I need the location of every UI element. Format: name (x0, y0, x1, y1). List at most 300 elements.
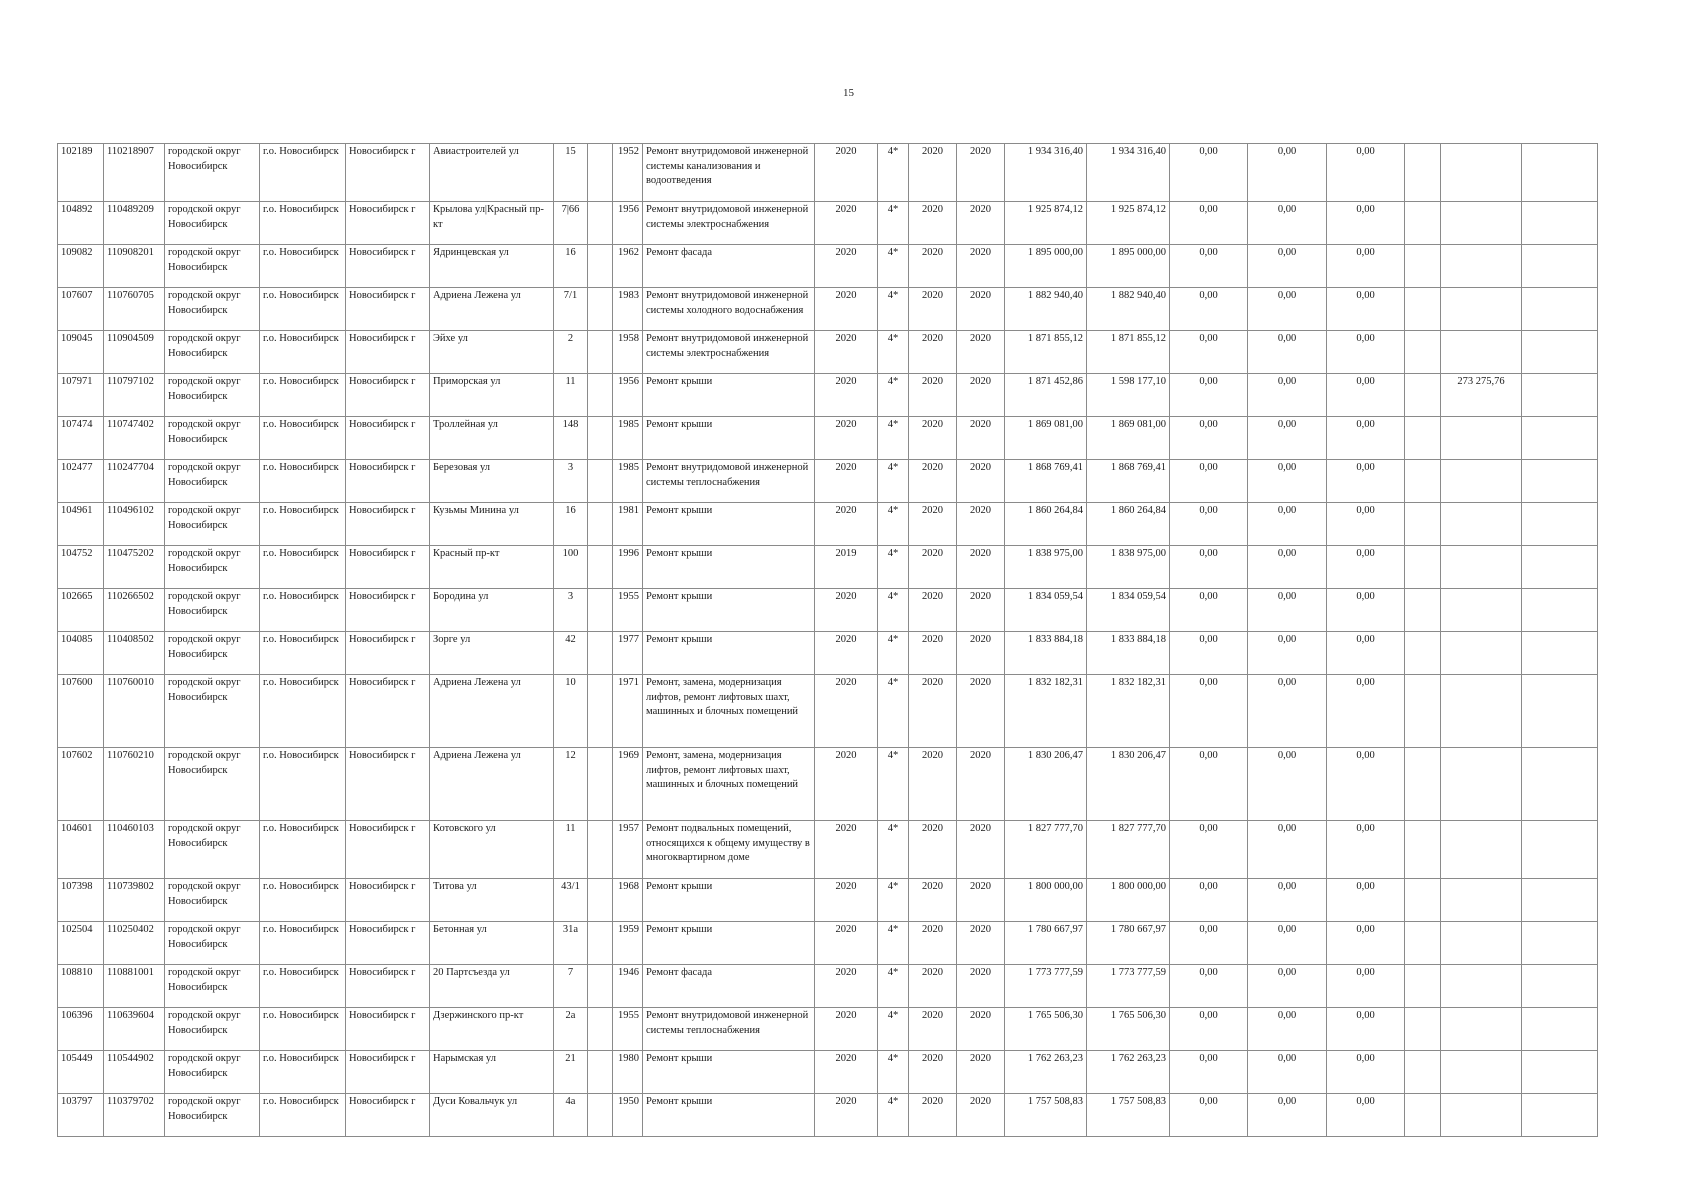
cell-total-cost: 1 762 263,23 (1005, 1051, 1087, 1094)
cell-regional-funds: 0,00 (1248, 245, 1327, 288)
cell-regional-funds: 0,00 (1248, 1008, 1327, 1051)
cell-year: 1980 (613, 1051, 643, 1094)
cell-start-year: 2020 (909, 632, 957, 675)
cell-id: 107607 (58, 288, 104, 331)
cell-city: Новосибирск г (346, 374, 430, 417)
cell-year: 1956 (613, 374, 643, 417)
cell-okrug: городской округ Новосибирск (165, 589, 260, 632)
cell-work: Ремонт крыши (643, 546, 815, 589)
cell-extra (588, 922, 613, 965)
cell-go: г.о. Новосибирск (260, 245, 346, 288)
cell-city: Новосибирск г (346, 879, 430, 922)
cell-regional-funds: 0,00 (1248, 821, 1327, 879)
cell-id: 103797 (58, 1094, 104, 1137)
cell-year: 1957 (613, 821, 643, 879)
cell-start-year: 2020 (909, 1051, 957, 1094)
cell-fund-cost: 1 838 975,00 (1087, 546, 1170, 589)
cell-extra (588, 374, 613, 417)
cell-extra (588, 1094, 613, 1137)
cell-owner-funds (1441, 1051, 1522, 1094)
cell-code: 110379702 (104, 1094, 165, 1137)
cell-total-cost: 1 925 874,12 (1005, 202, 1087, 245)
cell-city: Новосибирск г (346, 748, 430, 821)
cell-code: 110760210 (104, 748, 165, 821)
cell-id: 107602 (58, 748, 104, 821)
cell-street: Крылова ул|Красный пр-кт (430, 202, 554, 245)
cell-okrug: городской округ Новосибирск (165, 821, 260, 879)
cell-federal-funds: 0,00 (1170, 202, 1248, 245)
cell-code: 110881001 (104, 965, 165, 1008)
cell-year: 1985 (613, 417, 643, 460)
cell-year: 1981 (613, 503, 643, 546)
cell-year: 1985 (613, 460, 643, 503)
cell-fund-cost: 1 827 777,70 (1087, 821, 1170, 879)
cell-end-year: 2020 (957, 821, 1005, 879)
cell-code: 110408502 (104, 632, 165, 675)
cell-federal-funds: 0,00 (1170, 331, 1248, 374)
cell-category: 4* (878, 965, 909, 1008)
cell-category: 4* (878, 202, 909, 245)
cell-city: Новосибирск г (346, 503, 430, 546)
cell-city: Новосибирск г (346, 589, 430, 632)
cell-work: Ремонт крыши (643, 1051, 815, 1094)
cell-extra-3 (1522, 922, 1598, 965)
cell-category: 4* (878, 879, 909, 922)
cell-category: 4* (878, 821, 909, 879)
cell-extra-3 (1522, 632, 1598, 675)
table-row (58, 546, 1598, 589)
cell-fund-cost: 1 834 059,54 (1087, 589, 1170, 632)
cell-start-year: 2020 (909, 288, 957, 331)
cell-work: Ремонт внутридомовой инженерной системы теплоснабжения (643, 1008, 815, 1051)
cell-work: Ремонт крыши (643, 879, 815, 922)
cell-work: Ремонт внутридомовой инженерной системы электроснабжения (643, 331, 815, 374)
cell-year: 1962 (613, 245, 643, 288)
cell-id: 104892 (58, 202, 104, 245)
cell-category: 4* (878, 922, 909, 965)
cell-street: Эйхе ул (430, 331, 554, 374)
cell-fund-cost: 1 868 769,41 (1087, 460, 1170, 503)
cell-house: 12 (554, 748, 588, 821)
cell-extra (588, 245, 613, 288)
cell-regional-funds: 0,00 (1248, 288, 1327, 331)
cell-go: г.о. Новосибирск (260, 417, 346, 460)
cell-planned-year: 2020 (815, 748, 878, 821)
cell-okrug: городской округ Новосибирск (165, 1094, 260, 1137)
cell-extra (588, 546, 613, 589)
cell-fund-cost: 1 757 508,83 (1087, 1094, 1170, 1137)
cell-id: 107971 (58, 374, 104, 417)
cell-go: г.о. Новосибирск (260, 503, 346, 546)
cell-regional-funds: 0,00 (1248, 144, 1327, 202)
cell-fund-cost: 1 882 940,40 (1087, 288, 1170, 331)
table-row (58, 331, 1598, 374)
cell-street: Бородина ул (430, 589, 554, 632)
table-body (58, 144, 1598, 1137)
cell-okrug: городской округ Новосибирск (165, 460, 260, 503)
cell-okrug: городской округ Новосибирск (165, 374, 260, 417)
cell-code: 110475202 (104, 546, 165, 589)
cell-planned-year: 2020 (815, 965, 878, 1008)
cell-owner-funds (1441, 748, 1522, 821)
cell-year: 1958 (613, 331, 643, 374)
cell-fund-cost: 1 765 506,30 (1087, 1008, 1170, 1051)
cell-planned-year: 2020 (815, 144, 878, 202)
cell-planned-year: 2020 (815, 879, 878, 922)
cell-start-year: 2020 (909, 546, 957, 589)
cell-planned-year: 2020 (815, 675, 878, 748)
cell-city: Новосибирск г (346, 245, 430, 288)
cell-year: 1946 (613, 965, 643, 1008)
cell-extra-3 (1522, 417, 1598, 460)
cell-federal-funds: 0,00 (1170, 1008, 1248, 1051)
cell-extra-3 (1522, 202, 1598, 245)
cell-year: 1996 (613, 546, 643, 589)
table-row (58, 965, 1598, 1008)
cell-fund-cost: 1 773 777,59 (1087, 965, 1170, 1008)
cell-local-funds: 0,00 (1327, 374, 1405, 417)
cell-fund-cost: 1 869 081,00 (1087, 417, 1170, 460)
cell-go: г.о. Новосибирск (260, 1008, 346, 1051)
cell-house: 21 (554, 1051, 588, 1094)
cell-id: 104085 (58, 632, 104, 675)
cell-local-funds: 0,00 (1327, 1051, 1405, 1094)
cell-start-year: 2020 (909, 144, 957, 202)
cell-go: г.о. Новосибирск (260, 202, 346, 245)
cell-end-year: 2020 (957, 144, 1005, 202)
table-row (58, 821, 1598, 879)
cell-extra (588, 331, 613, 374)
cell-house: 16 (554, 503, 588, 546)
cell-extra-3 (1522, 546, 1598, 589)
cell-federal-funds: 0,00 (1170, 965, 1248, 1008)
cell-house: 42 (554, 632, 588, 675)
cell-go: г.о. Новосибирск (260, 1051, 346, 1094)
cell-street: Красный пр-кт (430, 546, 554, 589)
cell-extra-1 (1405, 748, 1441, 821)
cell-total-cost: 1 757 508,83 (1005, 1094, 1087, 1137)
table-row (58, 632, 1598, 675)
cell-okrug: городской округ Новосибирск (165, 503, 260, 546)
cell-start-year: 2020 (909, 1094, 957, 1137)
cell-planned-year: 2020 (815, 1051, 878, 1094)
cell-work: Ремонт подвальных помещений, относящихся к общему имуществу в многоквартирном доме (643, 821, 815, 879)
cell-year: 1971 (613, 675, 643, 748)
cell-local-funds: 0,00 (1327, 245, 1405, 288)
cell-end-year: 2020 (957, 589, 1005, 632)
cell-fund-cost: 1 895 000,00 (1087, 245, 1170, 288)
cell-category: 4* (878, 1008, 909, 1051)
cell-planned-year: 2020 (815, 503, 878, 546)
cell-end-year: 2020 (957, 460, 1005, 503)
cell-start-year: 2020 (909, 821, 957, 879)
cell-end-year: 2020 (957, 245, 1005, 288)
cell-extra-1 (1405, 1051, 1441, 1094)
cell-okrug: городской округ Новосибирск (165, 965, 260, 1008)
cell-okrug: городской округ Новосибирск (165, 331, 260, 374)
cell-owner-funds (1441, 965, 1522, 1008)
cell-id: 105449 (58, 1051, 104, 1094)
cell-owner-funds (1441, 245, 1522, 288)
cell-extra (588, 460, 613, 503)
cell-city: Новосибирск г (346, 1051, 430, 1094)
cell-planned-year: 2020 (815, 632, 878, 675)
cell-city: Новосибирск г (346, 144, 430, 202)
cell-local-funds: 0,00 (1327, 821, 1405, 879)
cell-city: Новосибирск г (346, 675, 430, 748)
cell-code: 110747402 (104, 417, 165, 460)
cell-city: Новосибирск г (346, 202, 430, 245)
cell-work: Ремонт внутридомовой инженерной системы канализования и водоотведения (643, 144, 815, 202)
cell-total-cost: 1 895 000,00 (1005, 245, 1087, 288)
cell-federal-funds: 0,00 (1170, 417, 1248, 460)
cell-planned-year: 2020 (815, 1008, 878, 1051)
cell-extra-3 (1522, 821, 1598, 879)
cell-end-year: 2020 (957, 202, 1005, 245)
cell-street: Адриена Лежена ул (430, 288, 554, 331)
cell-work: Ремонт, замена, модернизация лифтов, ремонт лифтовых шахт, машинных и блочных помещений (643, 675, 815, 748)
cell-planned-year: 2019 (815, 546, 878, 589)
cell-owner-funds (1441, 1094, 1522, 1137)
cell-street: Нарымская ул (430, 1051, 554, 1094)
cell-total-cost: 1 860 264,84 (1005, 503, 1087, 546)
cell-fund-cost: 1 925 874,12 (1087, 202, 1170, 245)
cell-federal-funds: 0,00 (1170, 144, 1248, 202)
cell-house: 2а (554, 1008, 588, 1051)
cell-code: 110460103 (104, 821, 165, 879)
cell-street: Котовского ул (430, 821, 554, 879)
cell-total-cost: 1 773 777,59 (1005, 965, 1087, 1008)
cell-year: 1969 (613, 748, 643, 821)
cell-total-cost: 1 800 000,00 (1005, 879, 1087, 922)
cell-end-year: 2020 (957, 374, 1005, 417)
cell-total-cost: 1 830 206,47 (1005, 748, 1087, 821)
cell-owner-funds: 273 275,76 (1441, 374, 1522, 417)
cell-regional-funds: 0,00 (1248, 675, 1327, 748)
cell-regional-funds: 0,00 (1248, 1094, 1327, 1137)
cell-go: г.о. Новосибирск (260, 589, 346, 632)
cell-extra (588, 821, 613, 879)
cell-planned-year: 2020 (815, 589, 878, 632)
cell-street: Адриена Лежена ул (430, 748, 554, 821)
cell-extra-3 (1522, 503, 1598, 546)
cell-total-cost: 1 833 884,18 (1005, 632, 1087, 675)
cell-extra (588, 748, 613, 821)
cell-id: 107600 (58, 675, 104, 748)
cell-extra-3 (1522, 460, 1598, 503)
cell-start-year: 2020 (909, 1008, 957, 1051)
cell-year: 1955 (613, 1008, 643, 1051)
cell-year: 1959 (613, 922, 643, 965)
cell-total-cost: 1 868 769,41 (1005, 460, 1087, 503)
cell-code: 110266502 (104, 589, 165, 632)
cell-planned-year: 2020 (815, 922, 878, 965)
cell-federal-funds: 0,00 (1170, 546, 1248, 589)
cell-total-cost: 1 780 667,97 (1005, 922, 1087, 965)
table-row (58, 879, 1598, 922)
cell-work: Ремонт внутридомовой инженерной системы холодного водоснабжения (643, 288, 815, 331)
cell-extra-1 (1405, 879, 1441, 922)
cell-city: Новосибирск г (346, 821, 430, 879)
cell-fund-cost: 1 598 177,10 (1087, 374, 1170, 417)
cell-city: Новосибирск г (346, 1008, 430, 1051)
cell-okrug: городской округ Новосибирск (165, 288, 260, 331)
cell-owner-funds (1441, 460, 1522, 503)
cell-end-year: 2020 (957, 1094, 1005, 1137)
cell-total-cost: 1 871 452,86 (1005, 374, 1087, 417)
cell-house: 7/1 (554, 288, 588, 331)
cell-federal-funds: 0,00 (1170, 1051, 1248, 1094)
cell-work: Ремонт крыши (643, 374, 815, 417)
cell-go: г.о. Новосибирск (260, 922, 346, 965)
cell-regional-funds: 0,00 (1248, 879, 1327, 922)
cell-house: 2 (554, 331, 588, 374)
cell-local-funds: 0,00 (1327, 589, 1405, 632)
table-row (58, 202, 1598, 245)
cell-planned-year: 2020 (815, 202, 878, 245)
cell-extra-3 (1522, 245, 1598, 288)
cell-code: 110760010 (104, 675, 165, 748)
cell-city: Новосибирск г (346, 922, 430, 965)
cell-okrug: городской округ Новосибирск (165, 202, 260, 245)
cell-id: 109045 (58, 331, 104, 374)
cell-local-funds: 0,00 (1327, 144, 1405, 202)
cell-street: Ядринцевская ул (430, 245, 554, 288)
cell-owner-funds (1441, 1008, 1522, 1051)
cell-code: 110544902 (104, 1051, 165, 1094)
cell-extra-3 (1522, 748, 1598, 821)
cell-category: 4* (878, 331, 909, 374)
cell-end-year: 2020 (957, 632, 1005, 675)
cell-regional-funds: 0,00 (1248, 417, 1327, 460)
cell-street: Зорге ул (430, 632, 554, 675)
cell-street: Титова ул (430, 879, 554, 922)
cell-federal-funds: 0,00 (1170, 632, 1248, 675)
cell-end-year: 2020 (957, 331, 1005, 374)
table-row (58, 1008, 1598, 1051)
cell-planned-year: 2020 (815, 460, 878, 503)
cell-owner-funds (1441, 675, 1522, 748)
cell-extra-3 (1522, 1051, 1598, 1094)
cell-house: 7|66 (554, 202, 588, 245)
cell-id: 107398 (58, 879, 104, 922)
cell-category: 4* (878, 1051, 909, 1094)
cell-regional-funds: 0,00 (1248, 748, 1327, 821)
cell-regional-funds: 0,00 (1248, 922, 1327, 965)
cell-federal-funds: 0,00 (1170, 245, 1248, 288)
cell-end-year: 2020 (957, 288, 1005, 331)
table-row (58, 1094, 1598, 1137)
cell-city: Новосибирск г (346, 417, 430, 460)
table-row (58, 417, 1598, 460)
cell-extra-1 (1405, 144, 1441, 202)
cell-year: 1968 (613, 879, 643, 922)
cell-end-year: 2020 (957, 675, 1005, 748)
cell-federal-funds: 0,00 (1170, 821, 1248, 879)
cell-extra-1 (1405, 503, 1441, 546)
cell-category: 4* (878, 748, 909, 821)
cell-total-cost: 1 827 777,70 (1005, 821, 1087, 879)
cell-house: 100 (554, 546, 588, 589)
cell-okrug: городской округ Новосибирск (165, 1008, 260, 1051)
cell-extra-1 (1405, 965, 1441, 1008)
cell-local-funds: 0,00 (1327, 748, 1405, 821)
cell-city: Новосибирск г (346, 965, 430, 1008)
cell-owner-funds (1441, 202, 1522, 245)
cell-federal-funds: 0,00 (1170, 748, 1248, 821)
cell-federal-funds: 0,00 (1170, 1094, 1248, 1137)
cell-local-funds: 0,00 (1327, 1008, 1405, 1051)
cell-code: 110797102 (104, 374, 165, 417)
cell-category: 4* (878, 1094, 909, 1137)
table-row (58, 460, 1598, 503)
cell-house: 10 (554, 675, 588, 748)
cell-id: 104961 (58, 503, 104, 546)
cell-federal-funds: 0,00 (1170, 589, 1248, 632)
cell-start-year: 2020 (909, 245, 957, 288)
cell-category: 4* (878, 288, 909, 331)
cell-local-funds: 0,00 (1327, 879, 1405, 922)
cell-id: 107474 (58, 417, 104, 460)
cell-category: 4* (878, 144, 909, 202)
cell-regional-funds: 0,00 (1248, 589, 1327, 632)
cell-extra-1 (1405, 245, 1441, 288)
cell-end-year: 2020 (957, 879, 1005, 922)
cell-extra-3 (1522, 374, 1598, 417)
cell-extra-3 (1522, 288, 1598, 331)
cell-work: Ремонт крыши (643, 1094, 815, 1137)
cell-local-funds: 0,00 (1327, 922, 1405, 965)
cell-extra-1 (1405, 589, 1441, 632)
cell-go: г.о. Новосибирск (260, 879, 346, 922)
cell-house: 11 (554, 374, 588, 417)
table-row (58, 589, 1598, 632)
table-row (58, 288, 1598, 331)
cell-work: Ремонт фасада (643, 245, 815, 288)
cell-work: Ремонт крыши (643, 417, 815, 460)
cell-regional-funds: 0,00 (1248, 202, 1327, 245)
cell-okrug: городской округ Новосибирск (165, 245, 260, 288)
cell-extra-1 (1405, 1008, 1441, 1051)
cell-local-funds: 0,00 (1327, 965, 1405, 1008)
cell-owner-funds (1441, 417, 1522, 460)
cell-category: 4* (878, 374, 909, 417)
cell-total-cost: 1 765 506,30 (1005, 1008, 1087, 1051)
cell-extra-1 (1405, 460, 1441, 503)
cell-owner-funds (1441, 821, 1522, 879)
cell-end-year: 2020 (957, 1051, 1005, 1094)
cell-code: 110218907 (104, 144, 165, 202)
cell-federal-funds: 0,00 (1170, 879, 1248, 922)
cell-local-funds: 0,00 (1327, 503, 1405, 546)
cell-extra (588, 675, 613, 748)
cell-total-cost: 1 871 855,12 (1005, 331, 1087, 374)
cell-owner-funds (1441, 589, 1522, 632)
cell-fund-cost: 1 832 182,31 (1087, 675, 1170, 748)
cell-end-year: 2020 (957, 503, 1005, 546)
cell-work: Ремонт крыши (643, 632, 815, 675)
cell-extra (588, 144, 613, 202)
cell-house: 4а (554, 1094, 588, 1137)
cell-start-year: 2020 (909, 374, 957, 417)
cell-start-year: 2020 (909, 202, 957, 245)
cell-end-year: 2020 (957, 748, 1005, 821)
cell-total-cost: 1 832 182,31 (1005, 675, 1087, 748)
cell-code: 110760705 (104, 288, 165, 331)
cell-start-year: 2020 (909, 965, 957, 1008)
cell-id: 104601 (58, 821, 104, 879)
cell-street: Бетонная ул (430, 922, 554, 965)
